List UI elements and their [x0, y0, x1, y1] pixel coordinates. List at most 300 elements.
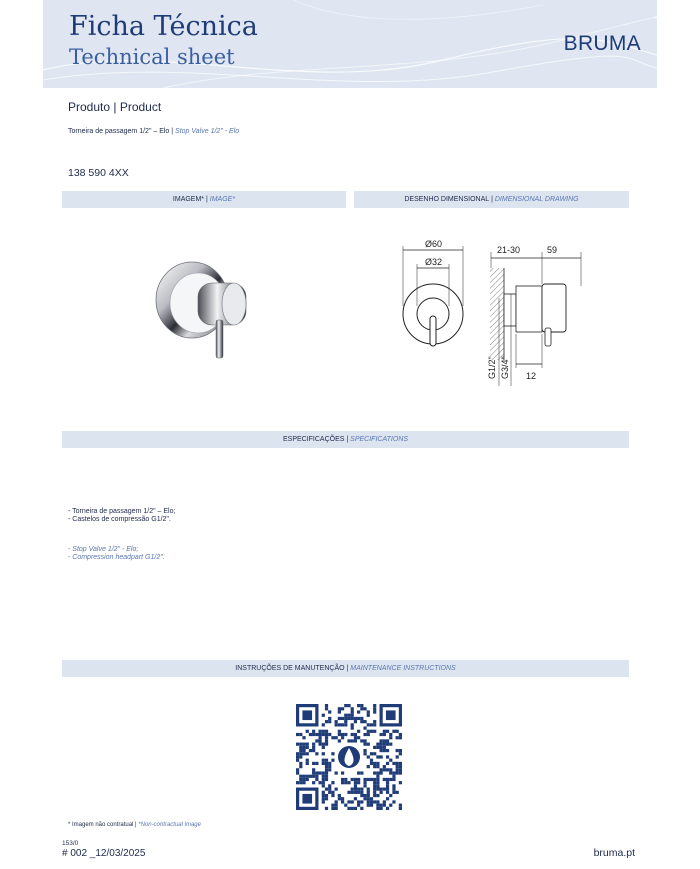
qr-module — [376, 794, 379, 797]
qr-module — [351, 707, 354, 710]
qr-module — [367, 778, 370, 781]
qr-module — [380, 804, 383, 807]
qr-module — [386, 788, 389, 791]
maintenance-section-bar: INSTRUÇÕES DE MANUTENÇÃO | MAINTENANCE INSTRUCTIONS — [62, 660, 629, 677]
qr-module — [299, 775, 302, 778]
maintenance-title-pt: INSTRUÇÕES DE MANUTENÇÃO — [235, 665, 345, 672]
qr-module — [338, 723, 341, 726]
spec-item: - Compression headpart G1/2". — [68, 554, 165, 561]
qr-module — [383, 730, 386, 733]
qr-module — [322, 775, 325, 778]
qr-module — [380, 788, 383, 791]
qr-module — [363, 743, 366, 746]
qr-module — [383, 749, 386, 752]
dimensional-drawing — [395, 236, 595, 416]
product-code: 138 590 4XX — [68, 167, 129, 179]
qr-module — [322, 762, 325, 765]
qr-module — [318, 781, 321, 784]
qr-module — [354, 736, 357, 739]
qr-module — [318, 771, 321, 774]
qr-module — [389, 768, 392, 771]
qr-module — [392, 800, 395, 803]
qr-module — [392, 771, 395, 774]
qr-module — [360, 704, 363, 707]
qr-module — [302, 749, 305, 752]
qr-module — [360, 739, 363, 742]
qr-module — [325, 788, 328, 791]
qr-module — [296, 733, 299, 736]
qr-module — [373, 800, 376, 803]
qr-module — [370, 778, 373, 781]
qr-module — [312, 730, 315, 733]
qr-module — [354, 781, 357, 784]
qr-module — [312, 781, 315, 784]
qr-module — [331, 807, 334, 810]
qr-module — [354, 733, 357, 736]
qr-module — [322, 791, 325, 794]
qr-module — [370, 762, 373, 765]
qr-module — [363, 784, 366, 787]
qr-module — [351, 723, 354, 726]
qr-module — [351, 788, 354, 791]
qr-module — [373, 752, 376, 755]
qr-module — [360, 800, 363, 803]
qr-module — [347, 704, 350, 707]
qr-module — [322, 797, 325, 800]
qr-module — [306, 762, 309, 765]
qr-module — [306, 775, 309, 778]
qr-module — [347, 717, 350, 720]
qr-module — [315, 762, 318, 765]
qr-module — [389, 733, 392, 736]
qr-module — [338, 733, 341, 736]
qr-module — [399, 733, 402, 736]
qr-module — [335, 736, 338, 739]
document-revision: 153/0 — [62, 840, 79, 847]
qr-module — [367, 723, 370, 726]
qr-module — [325, 730, 328, 733]
qr-module — [392, 784, 395, 787]
qr-module — [354, 739, 357, 742]
qr-module — [380, 746, 383, 749]
qr-module — [306, 759, 309, 762]
qr-module — [357, 704, 360, 707]
qr-module — [299, 765, 302, 768]
qr-module — [325, 707, 328, 710]
spec-item: - Torneira de passagem 1/2" – Elo; — [68, 508, 176, 515]
qr-module — [296, 743, 299, 746]
qr-module — [318, 743, 321, 746]
qr-module — [386, 807, 389, 810]
qr-module — [357, 800, 360, 803]
qr-module — [322, 759, 325, 762]
qr-module — [351, 733, 354, 736]
qr-module — [341, 797, 344, 800]
qr-module — [367, 794, 370, 797]
qr-module — [322, 730, 325, 733]
qr-module — [299, 781, 302, 784]
qr-module — [399, 749, 402, 752]
qr-module — [306, 730, 309, 733]
qr-module — [367, 797, 370, 800]
qr-module — [322, 714, 325, 717]
qr-module — [322, 743, 325, 746]
qr-module — [302, 752, 305, 755]
qr-module — [389, 771, 392, 774]
qr-module — [302, 778, 305, 781]
qr-module — [328, 720, 331, 723]
qr-module — [325, 743, 328, 746]
qr-module — [399, 804, 402, 807]
qr-module — [399, 752, 402, 755]
qr-module — [322, 771, 325, 774]
qr-module — [363, 733, 366, 736]
qr-module — [331, 791, 334, 794]
qr-module — [376, 755, 379, 758]
qr-module — [328, 717, 331, 720]
qr-module — [309, 733, 312, 736]
qr-module — [399, 736, 402, 739]
qr-module — [351, 791, 354, 794]
footnote-en: *Non-contractual image — [138, 822, 201, 828]
qr-module — [322, 752, 325, 755]
qr-module — [338, 797, 341, 800]
qr-module — [296, 755, 299, 758]
qr-module — [312, 749, 315, 752]
qr-module — [318, 736, 321, 739]
product-image — [150, 258, 260, 368]
qr-module — [370, 730, 373, 733]
qr-module — [296, 781, 299, 784]
qr-module — [344, 717, 347, 720]
qr-module — [325, 739, 328, 742]
qr-module — [386, 797, 389, 800]
product-label-en: Product — [119, 100, 162, 114]
qr-module — [335, 804, 338, 807]
qr-module — [357, 791, 360, 794]
spec-item: - Castelos de compressão G1/2". — [68, 516, 171, 523]
qr-module — [328, 762, 331, 765]
qr-module — [335, 788, 338, 791]
qr-module — [325, 778, 328, 781]
qr-module — [306, 746, 309, 749]
qr-module — [380, 739, 383, 742]
qr-module — [373, 723, 376, 726]
qr-module — [392, 791, 395, 794]
qr-module — [302, 781, 305, 784]
qr-module — [370, 804, 373, 807]
qr-module — [325, 771, 328, 774]
qr-module — [318, 730, 321, 733]
product-label-pt: Produto — [68, 100, 111, 114]
qr-module — [341, 800, 344, 803]
brand-logo-text: BRUMA — [563, 32, 641, 55]
qr-module — [328, 710, 331, 713]
maintenance-title-en: MAINTENANCE INSTRUCTIONS — [350, 665, 456, 672]
qr-module — [354, 720, 357, 723]
product-description-en: Stop Valve 1/2" - Elo — [175, 128, 240, 135]
qr-module — [360, 720, 363, 723]
qr-module — [357, 778, 360, 781]
qr-module — [338, 739, 341, 742]
qr-module — [399, 762, 402, 765]
qr-module — [370, 723, 373, 726]
qr-module — [351, 717, 354, 720]
product-description: Torneira de passagem 1/2" – Elo | Stop Valve 1/2" - Elo — [68, 128, 240, 135]
qr-module — [367, 733, 370, 736]
qr-module — [399, 765, 402, 768]
qr-module — [367, 710, 370, 713]
qr-module — [392, 775, 395, 778]
qr-module — [351, 778, 354, 781]
spec-item: - Stop Valve 1/2" - Elo; — [68, 546, 139, 553]
qr-module — [396, 765, 399, 768]
qr-module — [399, 768, 402, 771]
qr-module — [331, 752, 334, 755]
qr-module — [312, 775, 315, 778]
qr-module — [376, 775, 379, 778]
dim-diameter-32: Ø32 — [425, 257, 443, 267]
qr-module — [306, 778, 309, 781]
qr-module — [351, 807, 354, 810]
qr-module — [380, 768, 383, 771]
qr-module — [392, 730, 395, 733]
qr-module — [376, 746, 379, 749]
qr-module — [399, 807, 402, 810]
qr-module — [354, 797, 357, 800]
qr-module — [322, 794, 325, 797]
qr-module — [344, 781, 347, 784]
qr-module — [331, 736, 334, 739]
qr-module — [373, 778, 376, 781]
qr-module — [386, 743, 389, 746]
qr-module — [363, 781, 366, 784]
qr-module — [341, 717, 344, 720]
qr-module — [376, 781, 379, 784]
qr-module — [302, 746, 305, 749]
qr-module — [373, 765, 376, 768]
qr-finder-core — [302, 710, 312, 720]
qr-module — [376, 771, 379, 774]
qr-module — [315, 771, 318, 774]
qr-module — [331, 759, 334, 762]
qr-module — [383, 743, 386, 746]
qr-module — [322, 800, 325, 803]
qr-module — [341, 723, 344, 726]
qr-module — [347, 807, 350, 810]
qr-module — [360, 807, 363, 810]
qr-module — [351, 714, 354, 717]
qr-module — [344, 714, 347, 717]
qr-module — [386, 781, 389, 784]
qr-module — [367, 755, 370, 758]
qr-module — [354, 778, 357, 781]
qr-module — [386, 730, 389, 733]
maintenance-qr-code[interactable] — [296, 704, 402, 810]
qr-module — [341, 733, 344, 736]
qr-module — [357, 717, 360, 720]
qr-module — [322, 733, 325, 736]
qr-module — [312, 762, 315, 765]
qr-module — [386, 749, 389, 752]
qr-module — [335, 771, 338, 774]
drawing-section-title-en: DIMENSIONAL DRAWING — [494, 196, 579, 203]
qr-module — [373, 771, 376, 774]
qr-module — [299, 746, 302, 749]
qr-module — [296, 768, 299, 771]
qr-module — [383, 800, 386, 803]
qr-module — [318, 739, 321, 742]
qr-module — [357, 771, 360, 774]
specifications-section-bar: ESPECIFICAÇÕES | SPECIFICATIONS — [62, 431, 629, 448]
qr-module — [383, 768, 386, 771]
qr-module — [351, 726, 354, 729]
qr-module — [383, 778, 386, 781]
qr-module — [325, 759, 328, 762]
qr-module — [396, 755, 399, 758]
qr-module — [357, 788, 360, 791]
qr-module — [296, 752, 299, 755]
qr-module — [370, 759, 373, 762]
qr-module — [296, 771, 299, 774]
qr-module — [328, 788, 331, 791]
qr-module — [376, 800, 379, 803]
qr-module — [341, 736, 344, 739]
qr-module — [357, 710, 360, 713]
qr-module — [383, 739, 386, 742]
qr-module — [392, 788, 395, 791]
qr-module — [325, 765, 328, 768]
qr-module — [354, 807, 357, 810]
qr-module — [344, 733, 347, 736]
qr-module — [351, 739, 354, 742]
qr-module — [399, 781, 402, 784]
dim-21-30: 21-30 — [497, 245, 521, 255]
qr-module — [367, 791, 370, 794]
qr-module — [376, 743, 379, 746]
image-section-title-pt: IMAGEM* — [172, 196, 205, 203]
qr-module — [347, 781, 350, 784]
qr-module — [367, 714, 370, 717]
qr-module — [335, 800, 338, 803]
qr-module — [325, 797, 328, 800]
qr-module — [373, 746, 376, 749]
qr-module — [363, 794, 366, 797]
qr-module — [376, 778, 379, 781]
qr-module — [302, 775, 305, 778]
qr-module — [338, 794, 341, 797]
qr-module — [386, 784, 389, 787]
qr-module — [357, 736, 360, 739]
qr-module — [396, 768, 399, 771]
qr-module — [331, 804, 334, 807]
qr-module — [309, 749, 312, 752]
qr-module — [328, 733, 331, 736]
qr-module — [396, 749, 399, 752]
qr-module — [363, 749, 366, 752]
qr-module — [367, 804, 370, 807]
dim-12: 12 — [526, 371, 537, 381]
qr-module — [360, 788, 363, 791]
qr-module — [325, 720, 328, 723]
qr-module — [373, 710, 376, 713]
qr-module — [325, 736, 328, 739]
qr-module — [363, 797, 366, 800]
qr-module — [315, 733, 318, 736]
qr-module — [373, 707, 376, 710]
qr-module — [312, 743, 315, 746]
qr-module — [315, 775, 318, 778]
qr-module — [386, 778, 389, 781]
qr-module — [328, 768, 331, 771]
qr-module — [335, 720, 338, 723]
qr-module — [344, 720, 347, 723]
qr-finder-core — [386, 710, 396, 720]
qr-module — [380, 755, 383, 758]
document-reference: # 002 _12/03/2025 — [62, 848, 146, 859]
qr-module — [383, 746, 386, 749]
qr-module — [325, 775, 328, 778]
qr-module — [322, 781, 325, 784]
header-banner — [43, 0, 657, 88]
specifications-title-en: SPECIFICATIONS — [350, 436, 408, 443]
qr-module — [299, 743, 302, 746]
qr-module — [376, 788, 379, 791]
qr-module — [299, 733, 302, 736]
qr-module — [370, 752, 373, 755]
qr-module — [386, 755, 389, 758]
qr-module — [347, 739, 350, 742]
qr-module — [328, 765, 331, 768]
qr-module — [389, 736, 392, 739]
dim-59: 59 — [547, 245, 558, 255]
qr-module — [312, 746, 315, 749]
qr-module — [367, 730, 370, 733]
qr-module — [373, 788, 376, 791]
qr-module — [306, 743, 309, 746]
qr-module — [344, 704, 347, 707]
qr-module — [354, 717, 357, 720]
qr-module — [325, 762, 328, 765]
footnote: * Imagem não contratual | *Non-contractual image — [68, 822, 201, 828]
qr-module — [396, 736, 399, 739]
qr-module — [383, 804, 386, 807]
product-description-pt: Torneira de passagem 1/2" – Elo — [68, 128, 170, 135]
qr-module — [322, 723, 325, 726]
qr-module — [370, 800, 373, 803]
qr-module — [380, 743, 383, 746]
qr-module — [380, 807, 383, 810]
website-link[interactable]: bruma.pt — [593, 847, 635, 859]
qr-module — [363, 707, 366, 710]
qr-module — [322, 746, 325, 749]
qr-module — [373, 781, 376, 784]
product-label: Produto | Product — [68, 100, 162, 114]
qr-module — [347, 800, 350, 803]
qr-module — [357, 781, 360, 784]
qr-module — [338, 717, 341, 720]
qr-module — [322, 778, 325, 781]
qr-module — [367, 800, 370, 803]
qr-module — [325, 768, 328, 771]
qr-module — [363, 778, 366, 781]
qr-module — [344, 804, 347, 807]
qr-module — [389, 759, 392, 762]
qr-module — [363, 726, 366, 729]
qr-module — [380, 749, 383, 752]
qr-module — [328, 784, 331, 787]
qr-module — [386, 791, 389, 794]
